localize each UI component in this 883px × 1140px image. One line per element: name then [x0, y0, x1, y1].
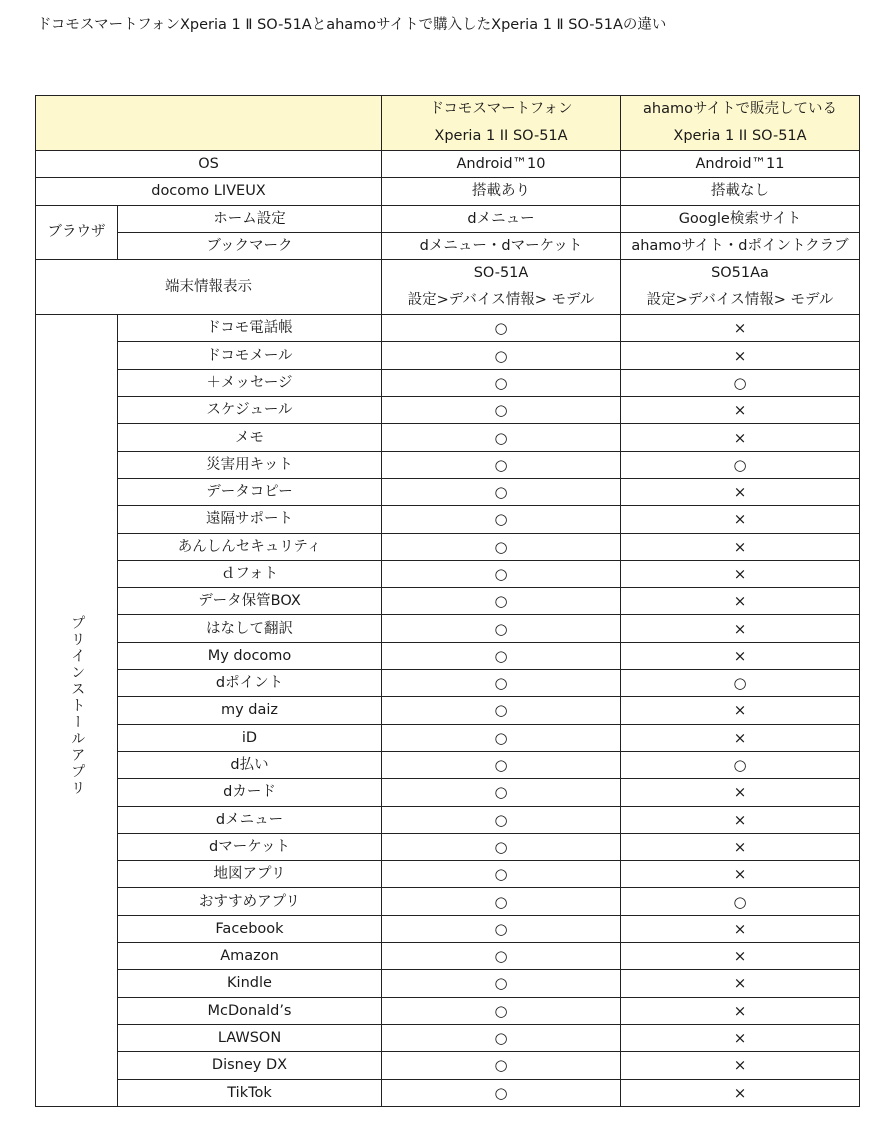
app-row	[36, 697, 860, 724]
app-name: メモ	[118, 424, 382, 451]
app-docomo-mark: ○	[382, 588, 621, 615]
header-row	[36, 96, 860, 151]
app-ahamo-mark: ×	[621, 943, 860, 970]
app-ahamo-mark: ○	[621, 451, 860, 478]
cell-docomo: dメニュー・dマーケット	[382, 232, 621, 259]
app-name: TikTok	[118, 1079, 382, 1106]
app-row	[36, 369, 860, 396]
preinstalled-apps-group-text: プリインストールアプリ	[68, 615, 85, 797]
app-name: あんしんセキュリティ	[118, 533, 382, 560]
preinstalled-apps-group-label	[36, 315, 118, 1107]
app-row	[36, 315, 860, 342]
cell-ahamo: Google検索サイト	[621, 205, 860, 232]
app-ahamo-mark: ×	[621, 724, 860, 751]
app-row	[36, 397, 860, 424]
app-name: d払い	[118, 751, 382, 778]
app-docomo-mark: ○	[382, 1052, 621, 1079]
app-docomo-mark: ○	[382, 697, 621, 724]
cell-ahamo: Android™11	[621, 151, 860, 178]
app-docomo-mark: ○	[382, 806, 621, 833]
app-name: iD	[118, 724, 382, 751]
app-name: ＋メッセージ	[118, 369, 382, 396]
app-name: Disney DX	[118, 1052, 382, 1079]
app-row	[36, 533, 860, 560]
app-row	[36, 751, 860, 778]
app-docomo-mark: ○	[382, 397, 621, 424]
header-ahamo	[621, 96, 860, 151]
app-name: my daiz	[118, 697, 382, 724]
app-ahamo-mark: ×	[621, 588, 860, 615]
row-label: OS	[36, 151, 382, 178]
app-ahamo-mark: ×	[621, 533, 860, 560]
app-row	[36, 833, 860, 860]
app-docomo-mark: ○	[382, 506, 621, 533]
app-docomo-mark: ○	[382, 315, 621, 342]
app-row	[36, 915, 860, 942]
app-ahamo-mark: ×	[621, 1024, 860, 1051]
app-row	[36, 779, 860, 806]
app-row	[36, 506, 860, 533]
device-info-ahamo-path: 設定>デバイス情報> モデル	[646, 292, 834, 309]
app-row	[36, 478, 860, 505]
app-docomo-mark: ○	[382, 861, 621, 888]
app-name: My docomo	[118, 642, 382, 669]
header-docomo-line2: Xperia 1 II SO-51A	[434, 128, 568, 144]
header-docomo-line1: ドコモスマートフォン	[429, 101, 573, 117]
cell-ahamo: 搭載なし	[621, 178, 860, 205]
row-label: ブックマーク	[118, 232, 382, 259]
app-name: 遠隔サポート	[118, 506, 382, 533]
cell-docomo: 搭載あり	[382, 178, 621, 205]
app-row	[36, 861, 860, 888]
app-name: McDonald’s	[118, 997, 382, 1024]
app-row	[36, 424, 860, 451]
app-ahamo-mark: ×	[621, 424, 860, 451]
browser-group-label: ブラウザ	[36, 205, 118, 260]
app-row	[36, 451, 860, 478]
app-row	[36, 1052, 860, 1079]
app-docomo-mark: ○	[382, 615, 621, 642]
app-name: はなして翻訳	[118, 615, 382, 642]
app-ahamo-mark: ×	[621, 478, 860, 505]
device-info-ahamo-model: SO51Aa	[711, 265, 769, 282]
app-name: おすすめアプリ	[118, 888, 382, 915]
cell-ahamo	[621, 260, 860, 315]
row-device-info	[36, 260, 860, 315]
app-name: dカード	[118, 779, 382, 806]
app-row	[36, 997, 860, 1024]
app-name: ｄフォト	[118, 560, 382, 587]
header-ahamo-line1: ahamoサイトで販売している	[643, 101, 837, 117]
app-ahamo-mark: ×	[621, 1052, 860, 1079]
app-name: Facebook	[118, 915, 382, 942]
app-ahamo-mark: ○	[621, 369, 860, 396]
app-row	[36, 724, 860, 751]
app-row	[36, 1079, 860, 1106]
app-name: dマーケット	[118, 833, 382, 860]
app-docomo-mark: ○	[382, 915, 621, 942]
app-docomo-mark: ○	[382, 369, 621, 396]
app-ahamo-mark: ×	[621, 997, 860, 1024]
app-ahamo-mark: ○	[621, 888, 860, 915]
app-row	[36, 806, 860, 833]
app-docomo-mark: ○	[382, 888, 621, 915]
app-ahamo-mark: ×	[621, 970, 860, 997]
app-name: データコピー	[118, 478, 382, 505]
row-browser-home	[36, 205, 860, 232]
app-name: ドコモ電話帳	[118, 315, 382, 342]
app-name: 地図アプリ	[118, 861, 382, 888]
app-ahamo-mark: ×	[621, 506, 860, 533]
row-label: 端末情報表示	[36, 260, 382, 315]
app-row	[36, 670, 860, 697]
cell-docomo	[382, 260, 621, 315]
app-docomo-mark: ○	[382, 424, 621, 451]
app-ahamo-mark: ×	[621, 1079, 860, 1106]
page-title: ドコモスマートフォンXperia 1 Ⅱ SO-51Aとahamoサイトで購入したXperia 1 Ⅱ SO-51Aの違い	[37, 17, 667, 33]
cell-ahamo: ahamoサイト・dポイントクラブ	[621, 232, 860, 259]
app-name: 災害用キット	[118, 451, 382, 478]
app-ahamo-mark: ×	[621, 915, 860, 942]
app-docomo-mark: ○	[382, 724, 621, 751]
header-empty-cell	[36, 96, 382, 151]
app-ahamo-mark: ×	[621, 315, 860, 342]
app-name: Amazon	[118, 943, 382, 970]
row-browser-bookmark	[36, 232, 860, 259]
header-ahamo-line2: Xperia 1 II SO-51A	[673, 128, 807, 144]
app-name: ドコモメール	[118, 342, 382, 369]
app-docomo-mark: ○	[382, 970, 621, 997]
app-row	[36, 943, 860, 970]
app-docomo-mark: ○	[382, 478, 621, 505]
device-info-docomo-path: 設定>デバイス情報> モデル	[407, 292, 595, 309]
row-label: docomo LIVEUX	[36, 178, 382, 205]
app-ahamo-mark: ×	[621, 806, 860, 833]
header-docomo	[382, 96, 621, 151]
app-row	[36, 615, 860, 642]
app-ahamo-mark: ×	[621, 397, 860, 424]
app-row	[36, 888, 860, 915]
app-docomo-mark: ○	[382, 1024, 621, 1051]
app-ahamo-mark: ×	[621, 342, 860, 369]
app-name: スケジュール	[118, 397, 382, 424]
app-row	[36, 588, 860, 615]
app-row	[36, 642, 860, 669]
app-ahamo-mark: ×	[621, 615, 860, 642]
app-ahamo-mark: ×	[621, 697, 860, 724]
cell-docomo: Android™10	[382, 151, 621, 178]
app-docomo-mark: ○	[382, 533, 621, 560]
app-row	[36, 342, 860, 369]
app-docomo-mark: ○	[382, 1079, 621, 1106]
app-ahamo-mark: ×	[621, 560, 860, 587]
app-ahamo-mark: ×	[621, 642, 860, 669]
app-ahamo-mark: ×	[621, 861, 860, 888]
comparison-table	[35, 95, 860, 1107]
app-name: dメニュー	[118, 806, 382, 833]
app-name: dポイント	[118, 670, 382, 697]
app-row	[36, 970, 860, 997]
app-docomo-mark: ○	[382, 833, 621, 860]
app-docomo-mark: ○	[382, 943, 621, 970]
app-docomo-mark: ○	[382, 997, 621, 1024]
app-name: LAWSON	[118, 1024, 382, 1051]
row-os	[36, 151, 860, 178]
app-docomo-mark: ○	[382, 342, 621, 369]
app-name: Kindle	[118, 970, 382, 997]
row-label: ホーム設定	[118, 205, 382, 232]
app-ahamo-mark: ×	[621, 779, 860, 806]
app-ahamo-mark: ○	[621, 751, 860, 778]
app-docomo-mark: ○	[382, 779, 621, 806]
app-docomo-mark: ○	[382, 751, 621, 778]
app-row	[36, 560, 860, 587]
row-liveux	[36, 178, 860, 205]
device-info-docomo-model: SO-51A	[473, 265, 529, 282]
app-docomo-mark: ○	[382, 642, 621, 669]
app-docomo-mark: ○	[382, 451, 621, 478]
app-name: データ保管BOX	[118, 588, 382, 615]
cell-docomo: dメニュー	[382, 205, 621, 232]
app-docomo-mark: ○	[382, 560, 621, 587]
app-row	[36, 1024, 860, 1051]
app-ahamo-mark: ○	[621, 670, 860, 697]
app-ahamo-mark: ×	[621, 833, 860, 860]
app-docomo-mark: ○	[382, 670, 621, 697]
